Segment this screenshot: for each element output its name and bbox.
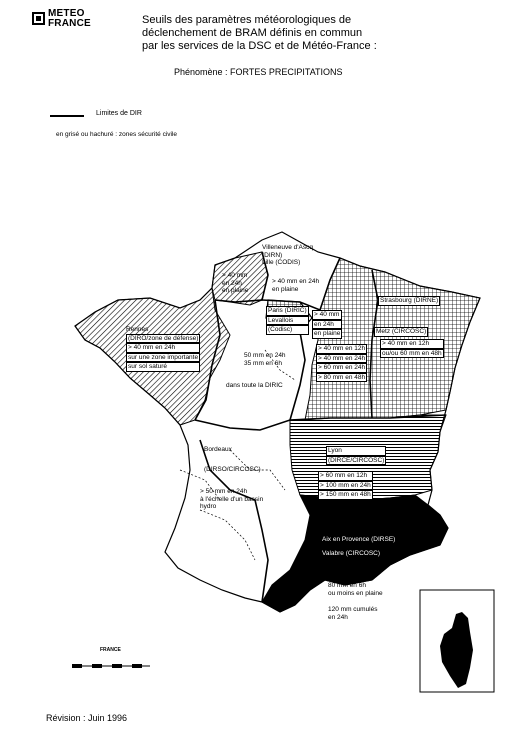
corsica [440,612,473,688]
est-line8: > 60 mm en 24h [318,364,366,371]
est-line6: > 40 mm en 12h [318,345,366,352]
paris-line3: (Codisc) [266,325,309,335]
bordeaux-threshold [200,488,263,511]
lyon-label [326,446,386,465]
phenomene: Phénomène : FORTES PRECIPITATIONS [174,67,343,77]
logo-line1: METEO [48,8,85,19]
ouest-line3: > 40 mm en 24h [126,343,200,353]
lyon-line2: (DIRCE/CIRCOSC) [328,456,385,464]
ouest-line5: sur sol saturé [126,362,200,372]
paris-line1: Paris (DIRIC) [268,307,307,314]
sud-est-threshold-b [328,606,378,621]
lyon-line1: Lyon [326,446,386,456]
ouest-line1: Rennes [126,326,149,333]
sud-est-line3: 80 mm en 6h [328,582,366,589]
est-line1: > 40 mm en 12h [380,339,444,349]
sud-est-line5: 120 mm cumulés [328,606,378,613]
nord-line3: Lille (CODIS) [262,259,301,266]
lyon-line4: > 100 mm en 24h [320,481,371,489]
lille-threshold [272,278,319,293]
est-line2: ou/ou 60 mm en 48h [382,349,442,357]
legend-zones-label: en grisé ou hachuré : zones sécurité civile [56,131,178,138]
nord-line1: Villeneuve d'Ascq [262,244,313,251]
sud-est-valabre: Valabre (CIRCOSC) [322,550,381,557]
lyon-line3: > 60 mm en 12h [318,471,373,481]
est-metz: Metz (CIRCOSC) [376,328,427,335]
est-threshold-b [312,310,342,339]
bordeaux-line5: hydro [200,503,217,510]
bordeaux-dir: (DIRSO/CIRCOSC) [204,466,261,473]
nord-threshold [222,272,248,295]
bordeaux-line3: > 50 mm en 24h [200,488,248,495]
est-line5: en plaine [314,330,341,337]
lyon-line5: > 150 mm en 48h [320,491,371,498]
sud-est-line6: en 24h [328,613,348,621]
est-line7: > 40 mm en 24h [318,354,366,362]
lille-threshold1: > 40 mm en 24h [272,278,320,285]
scale-bar [72,660,152,672]
centre-threshold [244,352,286,367]
ouest-line4: sur une zone importante [126,353,200,363]
ouest-line2: (DIRO/zone de défense) [128,334,199,342]
scale-title: FRANCE [100,647,121,653]
paris-label [266,306,309,335]
est-line3: > 40 mm [312,310,342,320]
nord-threshold1: > 40 mm [222,272,248,279]
title-line3: par les services de la DSC et de Météo-France : [142,40,377,52]
sud-est-threshold-a [328,582,383,597]
est-line4: en 24h [312,320,342,330]
title-line1: Seuils des paramètres météorologiques de [142,14,352,26]
paris-line2: Levallois [266,316,309,326]
ouest-label [126,326,200,372]
nord-threshold2: en 24h [222,279,242,287]
centre-line1: 50 mm en 24h [244,352,286,359]
lille-threshold2: en plaine [272,285,299,293]
legend-dir-label: Limites de DIR [96,110,142,117]
bordeaux-name: Bordeaux [204,446,232,453]
logo-line2: FRANCE [48,18,91,29]
nord-label [262,244,313,267]
bordeaux-line4: à l'échelle d'un bassin [200,495,264,503]
lyon-threshold [318,471,373,500]
centre-line2: 35 mm en 6h [244,359,282,367]
est-threshold-c [316,344,367,382]
est-line9: > 80 mm en 48h [318,373,366,381]
centre-scope: dans toute la DIRIC [226,382,283,389]
sud-est-line4: ou moins en plaine [328,589,383,597]
est-threshold-a [380,339,444,358]
nord-threshold3: en plaine [222,287,249,294]
nord-line2: (DIRN) [262,251,283,259]
revision-date: Révision : Juin 1996 [46,713,128,723]
sud-est-aix: Aix en Provence (DIRSE) [322,536,396,543]
est-strasbourg: Strasbourg (DIRNE) [380,297,439,304]
title-line2: déclenchement de BRAM définis en commun [142,27,363,39]
